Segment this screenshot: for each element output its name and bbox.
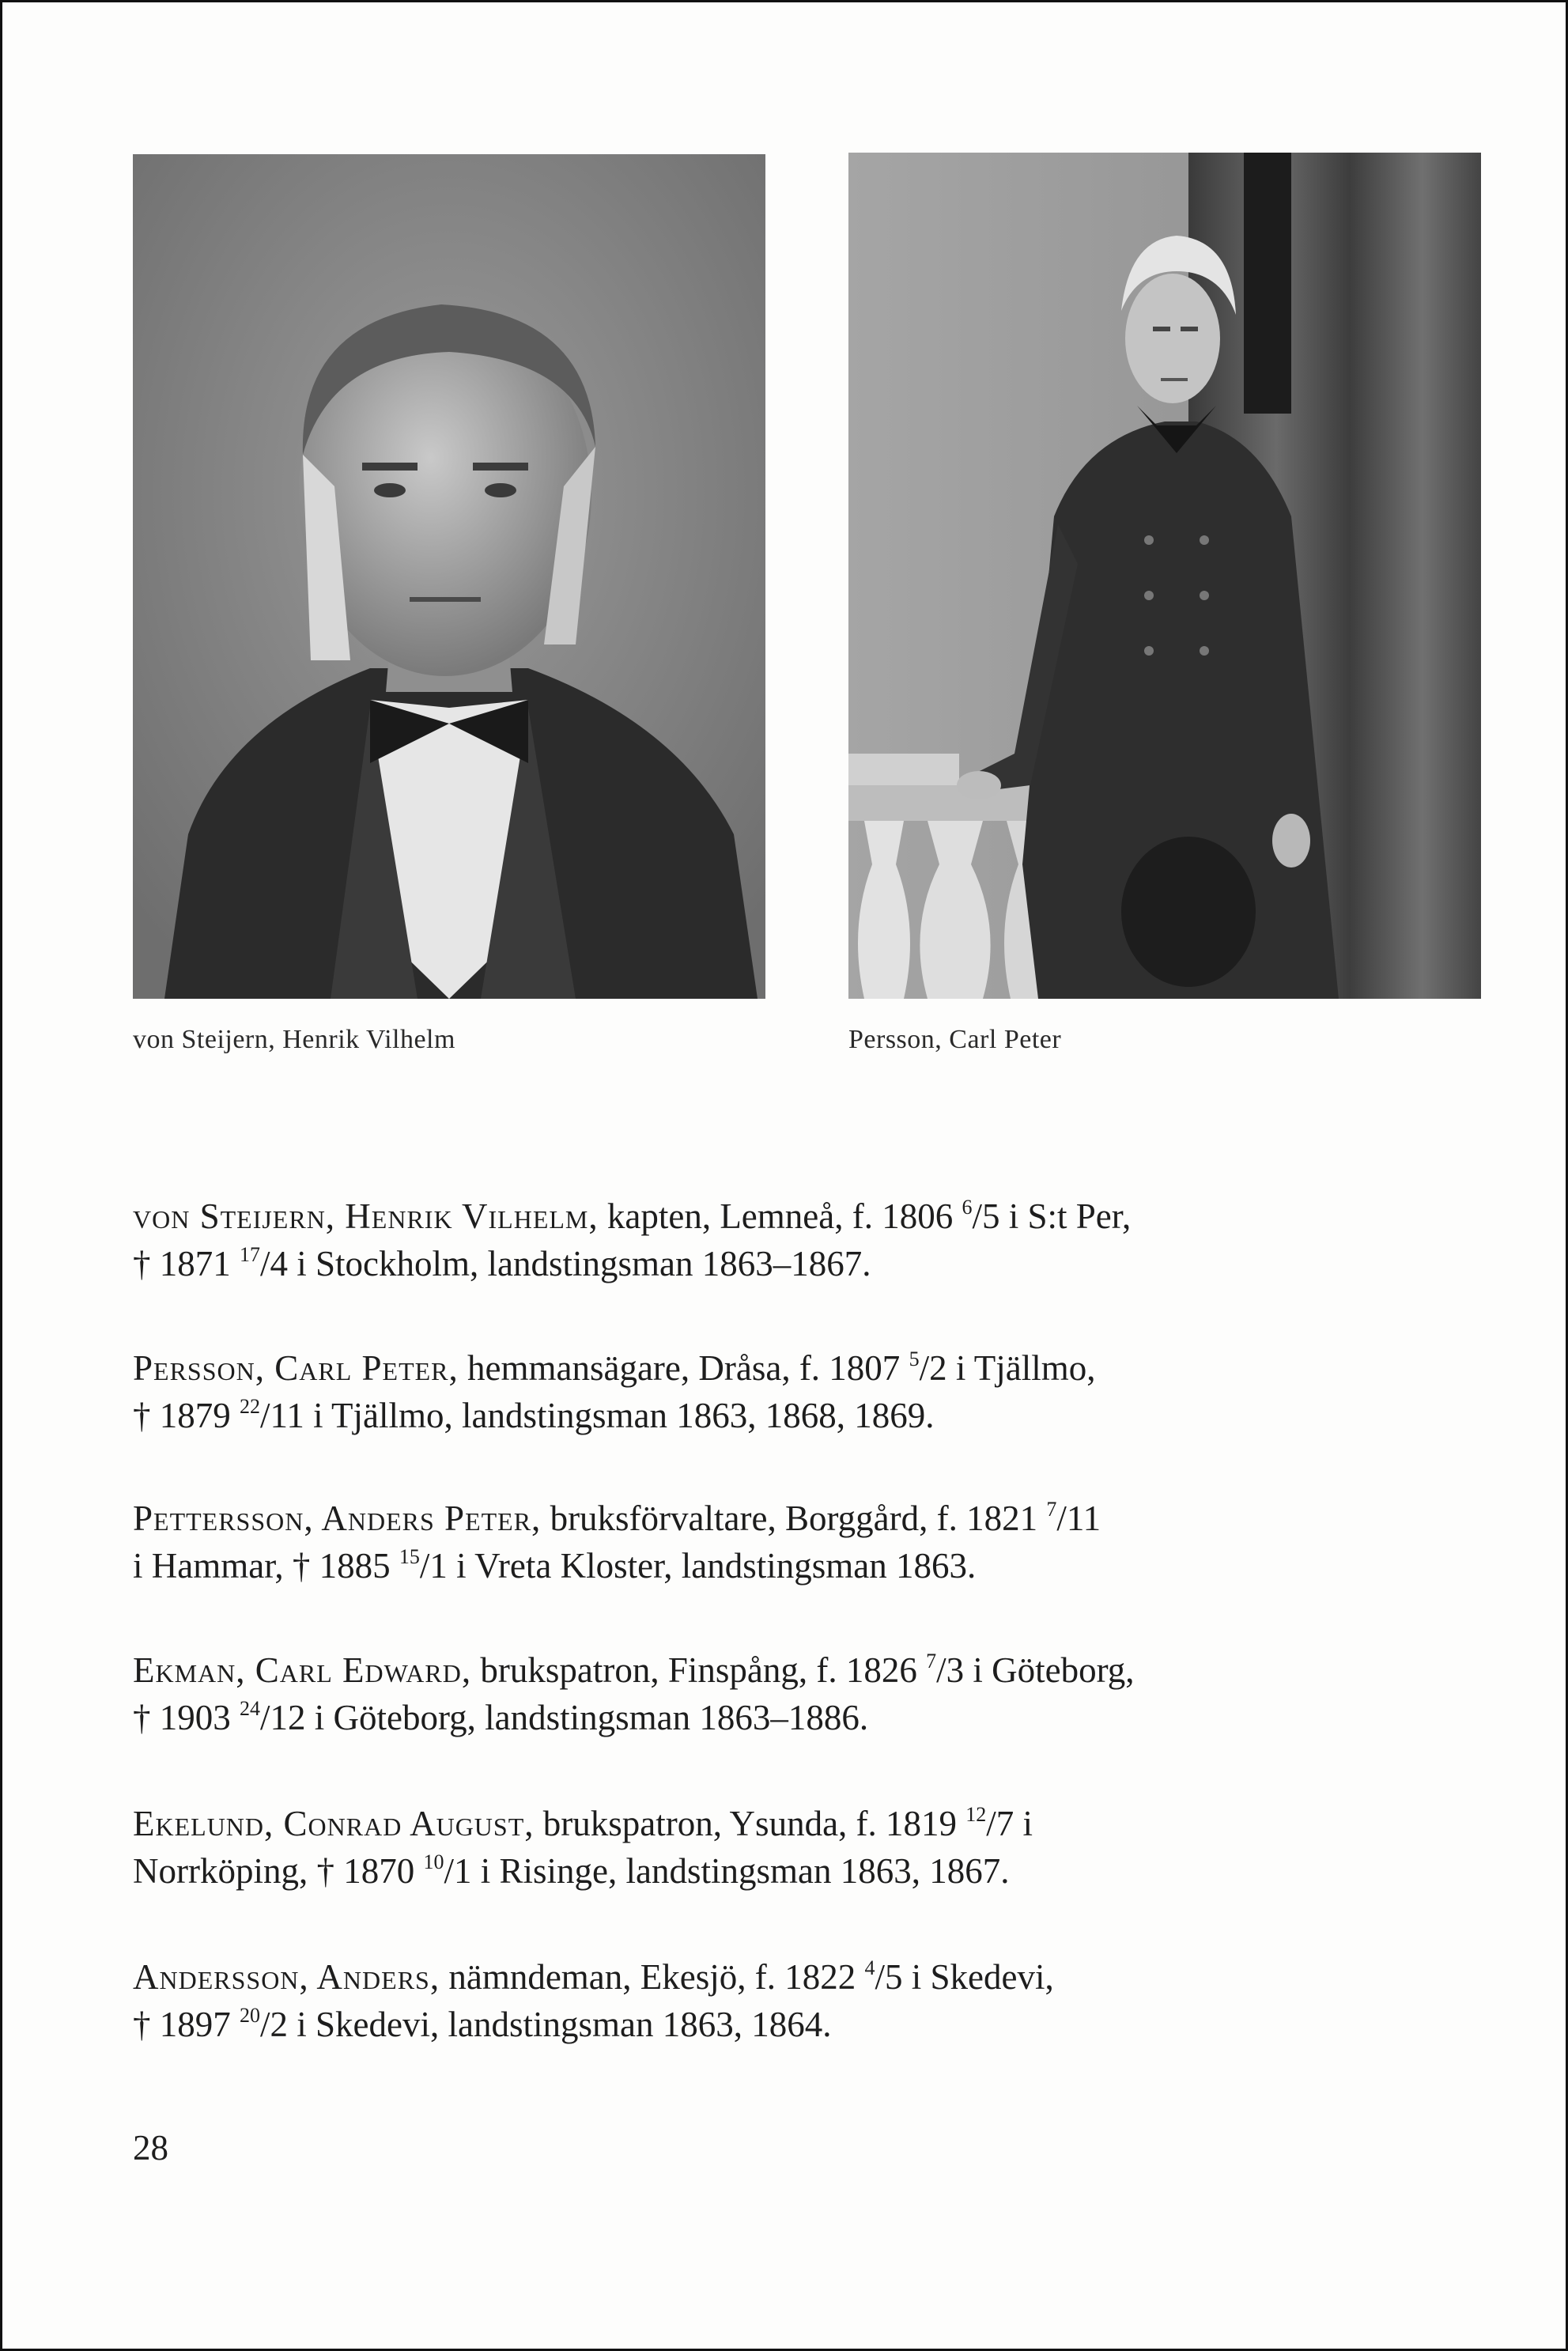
- fraction-denominator: /11: [260, 1396, 304, 1435]
- fraction-denominator: /1: [444, 1851, 472, 1891]
- birth-date-fraction: [864, 1957, 902, 1997]
- fraction-numerator: 7: [1046, 1498, 1057, 1521]
- entry-line-1: [133, 1495, 1477, 1542]
- fraction-denominator: /5: [875, 1957, 903, 1997]
- fraction-denominator: /3: [936, 1650, 965, 1690]
- entry-line-2: [133, 1847, 1477, 1895]
- death-date-fraction: [399, 1546, 448, 1586]
- birth-date-fraction: [965, 1804, 1014, 1843]
- person-name: Andersson, Anders,: [133, 1957, 440, 1997]
- death-date-fraction: [240, 1396, 304, 1435]
- death-date-fraction: [240, 1698, 306, 1737]
- death-date-fraction: [423, 1851, 471, 1891]
- fraction-numerator: 5: [909, 1347, 920, 1370]
- entry-line-1: [133, 1344, 1477, 1392]
- birth-date-fraction: [1046, 1499, 1101, 1538]
- entry-text: i Hammar, † 1885: [133, 1546, 399, 1586]
- person-name: von Steijern, Henrik Vilhelm,: [133, 1196, 599, 1236]
- entry-text: i Skedevi,: [902, 1957, 1054, 1997]
- entry-line-1: [133, 1646, 1477, 1694]
- fraction-numerator: 24: [240, 1697, 260, 1720]
- entry-text: brukspatron, Finspång, f. 1826: [471, 1650, 927, 1690]
- portrait-photo-persson: [848, 153, 1481, 999]
- entry-text: i S:t Per,: [999, 1196, 1132, 1236]
- entry-text: † 1903: [133, 1698, 240, 1737]
- fraction-denominator: /2: [260, 2005, 289, 2044]
- entry-text: † 1879: [133, 1396, 240, 1435]
- birth-date-fraction: [962, 1196, 999, 1236]
- fraction-denominator: /7: [986, 1804, 1014, 1843]
- entry-text: i Skedevi, landstingsman 1863, 1864.: [288, 2005, 832, 2044]
- entry-line-1: [133, 1193, 1477, 1240]
- fraction-numerator: 4: [864, 1956, 875, 1979]
- fraction-denominator: /11: [1056, 1499, 1101, 1538]
- fraction-numerator: 22: [240, 1395, 260, 1418]
- entry-line-1: [133, 1953, 1477, 2001]
- entry-text: kapten, Lemneå, f. 1806: [598, 1196, 962, 1236]
- entry-text: i Risinge, landstingsman 1863, 1867.: [471, 1851, 1010, 1891]
- entry-text: † 1897: [133, 2005, 240, 2044]
- biography-entry-andersson: [133, 1953, 1477, 2048]
- entry-line-2: [133, 1240, 1477, 1287]
- entry-text: brukspatron, Ysunda, f. 1819: [534, 1804, 966, 1843]
- fraction-numerator: 15: [399, 1545, 420, 1568]
- fraction-numerator: 7: [926, 1650, 937, 1673]
- entry-text: bruksförvaltare, Borggård, f. 1821: [541, 1499, 1047, 1538]
- entry-text: nämndeman, Ekesjö, f. 1822: [440, 1957, 865, 1997]
- person-name: Persson, Carl Peter,: [133, 1348, 459, 1388]
- entry-line-2: [133, 1694, 1477, 1741]
- entry-line-2: [133, 1542, 1477, 1589]
- entry-line-2: [133, 2001, 1477, 2048]
- fraction-denominator: /12: [260, 1698, 306, 1737]
- birth-date-fraction: [909, 1348, 947, 1388]
- entry-text: Norrköping, † 1870: [133, 1851, 424, 1891]
- fraction-numerator: 17: [240, 1243, 260, 1266]
- biography-entry-ekman: [133, 1646, 1477, 1741]
- person-name: Pettersson, Anders Peter,: [133, 1499, 542, 1538]
- birth-date-fraction: [926, 1650, 964, 1690]
- biography-entry-von-steijern: [133, 1193, 1477, 1287]
- entry-text: i Göteborg,: [964, 1650, 1135, 1690]
- entry-text: i Tjällmo,: [946, 1348, 1096, 1388]
- fraction-numerator: 20: [240, 2004, 260, 2027]
- fraction-denominator: /1: [419, 1546, 448, 1586]
- fraction-denominator: /4: [260, 1244, 289, 1283]
- entry-text: i Vreta Kloster, landstingsman 1863.: [447, 1546, 977, 1586]
- entry-text: † 1871: [133, 1244, 240, 1283]
- caption-von-steijern: von Steijern, Henrik Vilhelm: [133, 1025, 455, 1054]
- fraction-denominator: /5: [972, 1196, 1000, 1236]
- caption-persson: Persson, Carl Peter: [848, 1025, 1062, 1054]
- entry-text: i Göteborg, landstingsman 1863–1886.: [305, 1698, 869, 1737]
- person-name: Ekelund, Conrad August,: [133, 1804, 535, 1843]
- portrait-photo-von-steijern: [133, 154, 765, 999]
- biography-entry-pettersson: [133, 1495, 1477, 1589]
- entry-line-2: [133, 1392, 1477, 1439]
- entry-text: hemmansägare, Dråsa, f. 1807: [458, 1348, 909, 1388]
- death-date-fraction: [240, 1244, 288, 1283]
- biography-entry-persson: [133, 1344, 1477, 1439]
- fraction-numerator: 6: [962, 1196, 973, 1219]
- entry-line-1: [133, 1800, 1477, 1847]
- entry-text: i: [1014, 1804, 1033, 1843]
- entry-text: i Stockholm, landstingsman 1863–1867.: [288, 1244, 871, 1283]
- entry-text: i Tjällmo, landstingsman 1863, 1868, 1869.: [304, 1396, 935, 1435]
- fraction-denominator: /2: [919, 1348, 947, 1388]
- page-number: 28: [133, 2128, 168, 2168]
- biography-entry-ekelund: [133, 1800, 1477, 1895]
- fraction-numerator: 12: [965, 1803, 987, 1826]
- fraction-numerator: 10: [423, 1850, 444, 1873]
- death-date-fraction: [240, 2005, 288, 2044]
- person-name: Ekman, Carl Edward,: [133, 1650, 472, 1690]
